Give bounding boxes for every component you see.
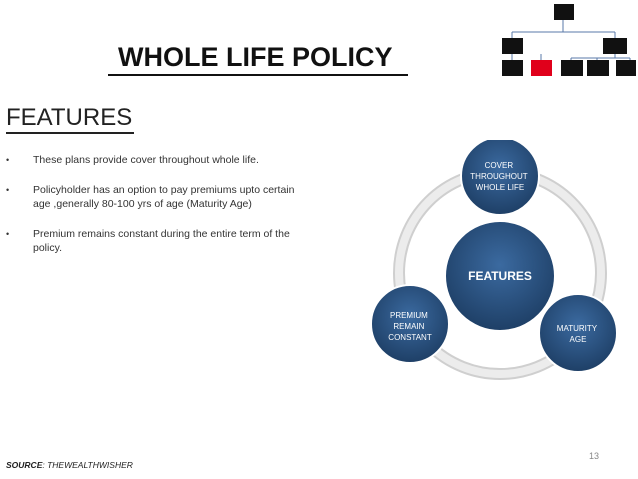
node-premium-label [388, 311, 432, 342]
node-premium-line: CONSTANT [388, 333, 432, 342]
node-maturity [539, 294, 617, 372]
node-premium-line: REMAIN [393, 322, 425, 331]
org-box [616, 60, 636, 76]
bullet-text: These plans provide cover throughout whole life. [33, 154, 259, 166]
bullet-marker: • [6, 185, 10, 195]
feature-list [6, 153, 306, 271]
node-cover-line: THROUGHOUT [470, 172, 528, 181]
node-maturity-line: AGE [569, 335, 587, 344]
org-box [502, 60, 523, 76]
org-box [561, 60, 583, 76]
org-box [554, 4, 574, 20]
bullet-marker: • [6, 155, 10, 165]
org-chart-thumbnail [497, 4, 637, 78]
node-cover-line: COVER [484, 161, 514, 170]
center-label: FEATURES [468, 269, 532, 283]
node-cover-line: WHOLE LIFE [475, 183, 525, 192]
org-box-highlight [531, 60, 552, 76]
bullet-marker: • [6, 229, 10, 239]
features-cycle-diagram [370, 140, 620, 390]
bullet-text: Premium remains constant during the entire term of the policy. [33, 228, 290, 254]
org-box [502, 38, 523, 54]
org-box [587, 60, 609, 76]
list-item [6, 227, 306, 255]
node-maturity-line: MATURITY [556, 324, 597, 333]
node-premium-line: PREMIUM [389, 311, 428, 320]
page-number: 13 [589, 451, 600, 461]
org-box [603, 38, 627, 54]
list-item [6, 183, 306, 211]
list-item [6, 153, 306, 167]
source-value: : THEWEALTHWISHER [42, 460, 133, 470]
bullet-text: Policyholder has an option to pay premiums upto certain age ,generally 80-100 yrs of age (Maturity Age) [33, 184, 295, 210]
page-title: WHOLE LIFE POLICY [108, 40, 408, 76]
source-citation [6, 460, 133, 470]
features-heading: FEATURES [6, 104, 134, 134]
source-label: SOURCE [6, 460, 43, 470]
